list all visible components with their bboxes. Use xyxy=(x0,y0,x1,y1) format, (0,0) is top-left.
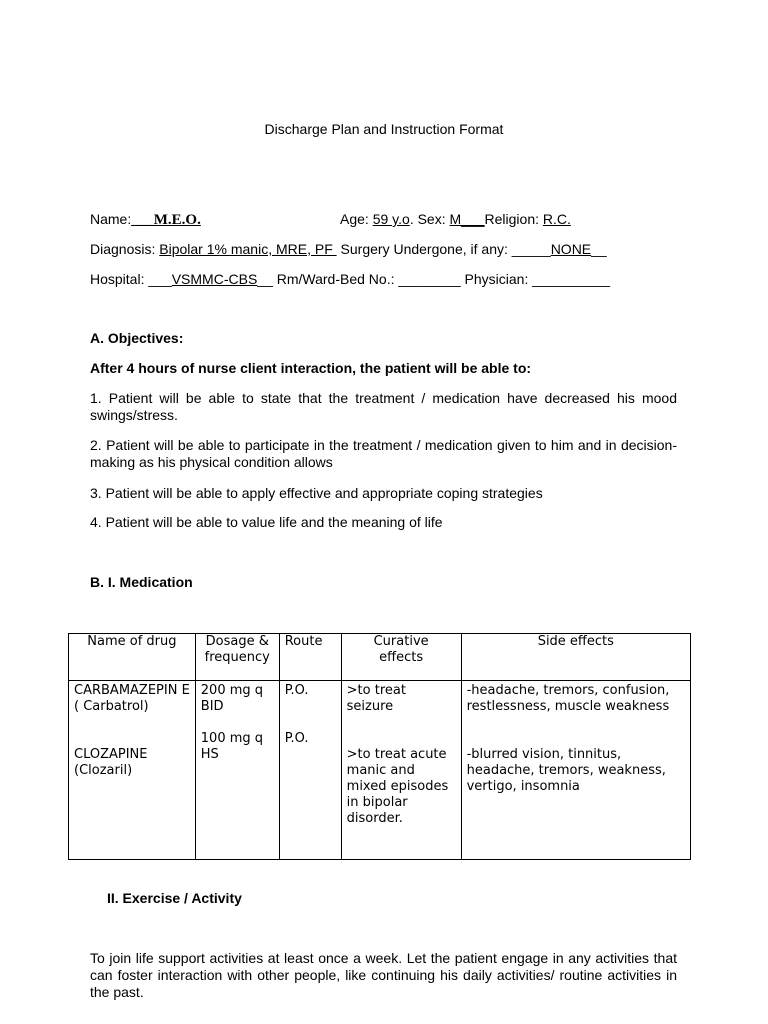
side-effect: -blurred vision, tinnitus, headache, tremors, weakness, vertigo, insomnia xyxy=(466,747,666,794)
route-value: P.O. xyxy=(284,731,309,746)
drug-brand: ( Carbatrol) xyxy=(74,699,149,714)
route-value: P.O. xyxy=(284,683,309,698)
objective-item: 2. Patient will be able to participate in the treatment / medication given to him and in decision-making as his physical condition allows xyxy=(90,437,677,470)
hospital-label: Hospital: ___ xyxy=(90,271,172,287)
objectives-intro: After 4 hours of nurse client interaction, the patient will be able to: xyxy=(90,360,532,376)
diagnosis-value: Bipolar 1% manic, MRE, PF xyxy=(159,241,337,257)
surgery-tail: __ xyxy=(591,241,607,257)
diagnosis-label: Diagnosis: xyxy=(90,241,156,257)
age-label: Age: xyxy=(340,211,369,227)
column-header: Curative effects xyxy=(341,634,461,681)
exercise-text: To join life support activities at least once a week. Let the patient engage in any activities that can foster interaction with other people, like continuing his daily activities/ routine activities in the past. xyxy=(90,950,677,1000)
curative-effect: >to treat seizure xyxy=(346,683,406,714)
column-header: Dosage & frequency xyxy=(195,634,279,681)
name-label: Name: xyxy=(90,211,132,227)
objective-item: 3. Patient will be able to apply effective and appropriate coping strategies xyxy=(90,485,543,501)
drug-brand: (Clozaril) xyxy=(74,763,133,778)
drug-name: CARBAMAZEPIN E xyxy=(74,683,190,698)
table-row xyxy=(69,681,691,860)
route-cell xyxy=(279,681,341,860)
document-title: Discharge Plan and Instruction Format xyxy=(264,121,504,137)
medication-table xyxy=(68,633,691,860)
religion-label: Religion: xyxy=(484,211,540,227)
objective-item: 4. Patient will be able to value life and the meaning of life xyxy=(90,514,443,530)
objective-item: 1. Patient will be able to state that the treatment / medication have decreased his mood swings/stress. xyxy=(90,390,677,423)
medication-heading: B. I. Medication xyxy=(90,574,193,590)
curative-effects-cell xyxy=(341,681,461,860)
age-value: 59 y.o xyxy=(372,211,410,227)
surgery-label: Surgery Undergone, if any: _____ xyxy=(340,241,551,257)
objectives-heading: A. Objectives: xyxy=(90,330,184,346)
religion-value: R.C. xyxy=(542,211,571,227)
dosage-cell xyxy=(195,681,279,860)
sex-label: . Sex: xyxy=(409,211,446,227)
dosage-value: 100 mg q HS xyxy=(200,731,264,762)
diagnosis-line xyxy=(90,241,607,258)
column-header: Side effects xyxy=(461,634,690,681)
table-header-row xyxy=(69,634,691,681)
side-effect: -headache, tremors, confusion, restlessness, muscle weakness xyxy=(466,683,670,714)
age-sex-religion-line xyxy=(340,211,571,228)
column-header: Name of drug xyxy=(69,634,196,681)
drug-name-cell xyxy=(69,681,196,860)
sex-value: M___ xyxy=(449,211,485,227)
hospital-value: VSMMC-CBS xyxy=(171,271,258,287)
dosage-value: 200 mg q BID xyxy=(200,683,264,714)
name-line xyxy=(90,211,201,229)
name-value: ___M.E.O. xyxy=(131,212,201,228)
drug-name: CLOZAPINE xyxy=(74,747,148,762)
curative-effect: >to treat acute manic and mixed episodes in bipolar disorder. xyxy=(346,747,449,826)
surgery-value: NONE xyxy=(550,241,592,257)
side-effects-cell xyxy=(461,681,690,860)
exercise-heading: II. Exercise / Activity xyxy=(107,890,242,906)
hospital-line xyxy=(90,271,610,288)
column-header: Route xyxy=(279,634,341,681)
hospital-tail: __ Rm/Ward-Bed No.: ________ Physician: __________ xyxy=(257,271,611,287)
